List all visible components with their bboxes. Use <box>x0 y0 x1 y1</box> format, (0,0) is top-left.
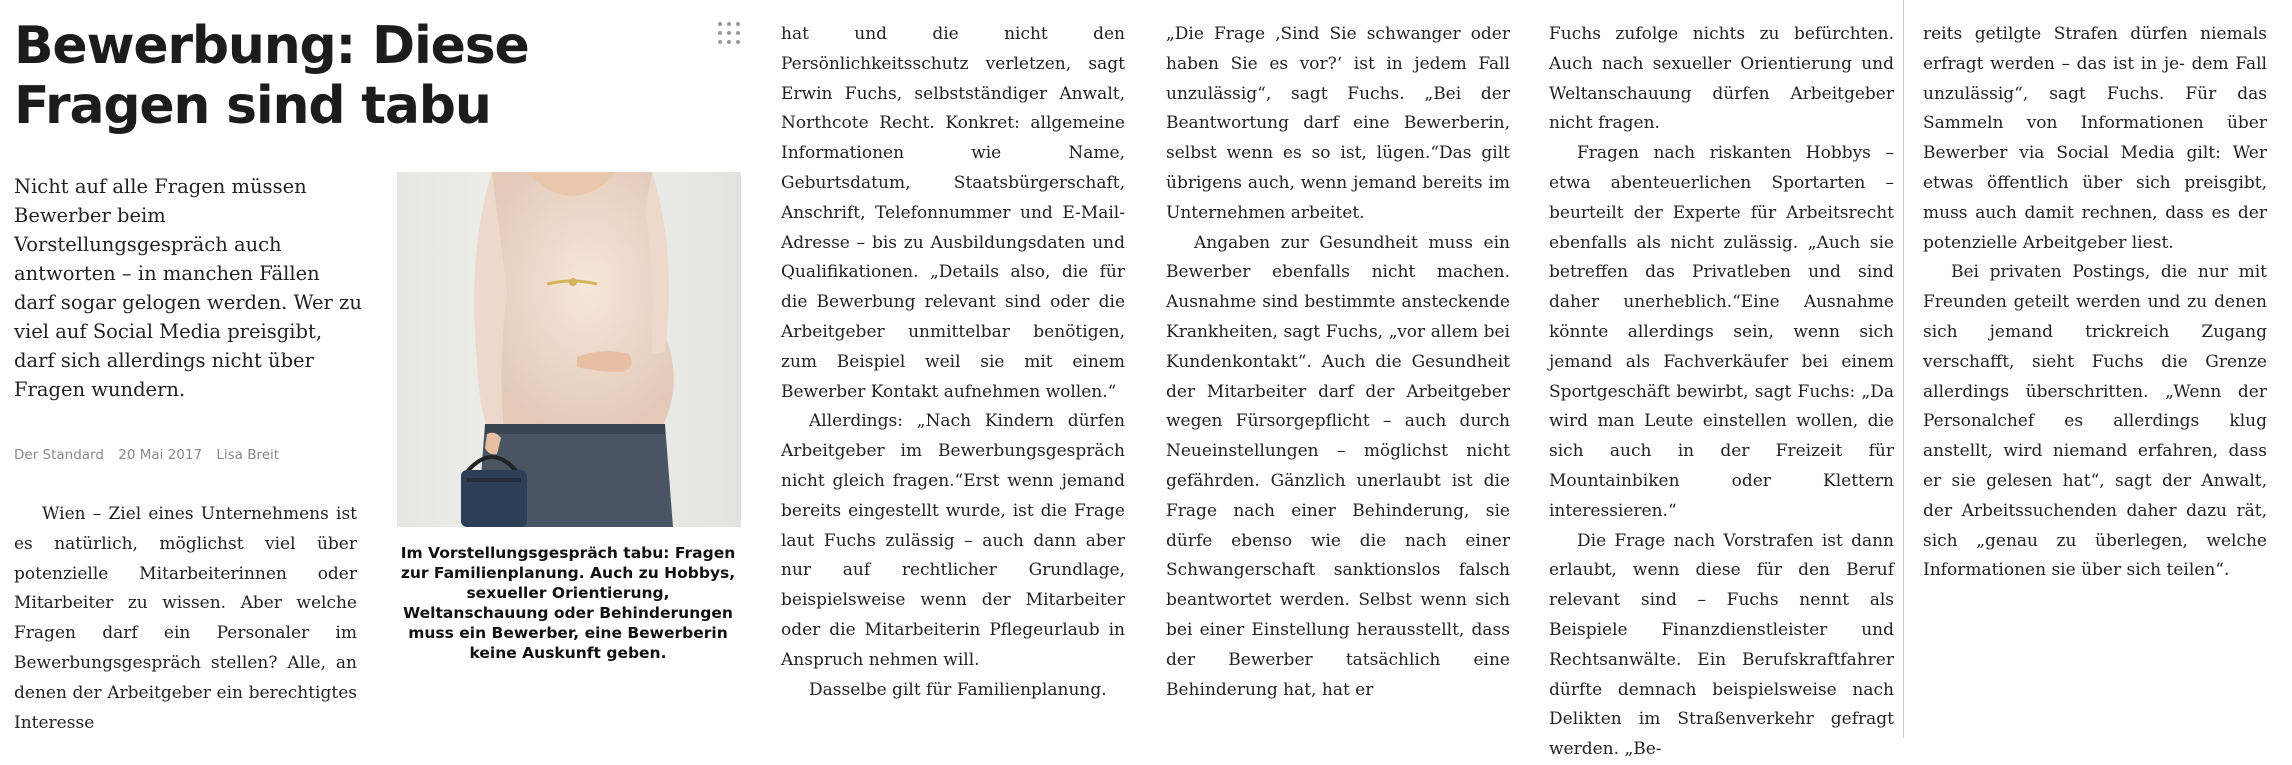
article-headline: Bewerbung: Diese Fragen sind tabu <box>14 16 529 136</box>
paragraph: reits getilgte Strafen dürfen niemals erfragt werden – das ist in je- dem Fall unzulässig“, sagt Fuchs. Für das Sammeln von Informationen über Bewerber via Social Media gilt: Wer etwas öffentlich über sich preisgibt, muss auch damit rechnen, dass es der potenzielle Arbeitgeber liest. <box>1923 24 2267 253</box>
paragraph: Angaben zur Gesundheit muss ein Bewerber ebenfalls nicht machen. Ausnahme sind bestimmte ansteckende Krankheiten, sagt Fuchs, „vor allem bei Kundenkontakt“. Auch die Gesundheit der Mitarbeiter darf der Arbeitgeber wegen Fürsorgepflicht – auch durch Neueinstellungen – möglichst nicht gefährden. Gänzlich unerlaubt ist die Frage nach einer Behinderung, sie dürfe ebenso wie die nach einer Schwangerschaft sanktionslos falsch beantwortet werden. Selbst wenn sich bei einer Einstellung herausstellt, dass der Bewerber tatsächlich eine Behinderung hat, hat er <box>1166 232 1510 700</box>
paragraph: „Die Frage ‚Sind Sie schwanger oder haben Sie es vor?‘ ist in jedem Fall unzulässig“, sagt Fuchs. „Bei der Beantwortung darf eine Bewerberin, selbst wenn es so ist, lügen.“Das gilt übrigens auch, wenn jemand bereits im Unternehmen arbeitet. <box>1166 24 1510 223</box>
article-photo <box>397 172 741 527</box>
article-column-3 <box>1166 20 1510 705</box>
paragraph: Fuchs zufolge nichts zu befürchten. Auch nach sexueller Orientierung und Weltanschauung dürfen Arbeitgeber nicht fragen. <box>1549 24 1894 134</box>
paragraph: Dasselbe gilt für Familienplanung. <box>809 679 1107 700</box>
article-column-4 <box>1549 20 1894 765</box>
paragraph: Die Frage nach Vorstrafen ist dann erlaubt, wenn diese für den Beruf relevant sind – Fuchs nennt als Beispiele Finanzdienstleister und Rechtsanwälte. Ein Berufskraftfahrer dürfte demnach beispielsweise nach Delikten im Straßenverkehr gefragt werden. „Be- <box>1549 530 1894 760</box>
paragraph: Bei privaten Postings, die nur mit Freunden geteilt werden und zu denen sich jemand trickreich Zugang verschafft, sieht Fuchs die Grenze allerdings überschritten. „Wenn der Personalchef es allerdings klug anstellt, wird niemand erfahren, dass er sie gelesen hat“, sagt der Anwalt, der Arbeitssuchenden daher dazu rät, sich „genau zu überlegen, welche Informationen sie über sich teilen“. <box>1923 262 2267 581</box>
column-divider <box>1903 0 1904 738</box>
article-meta <box>14 447 289 463</box>
article-column-5 <box>1923 20 2267 586</box>
photo-caption: Im Vorstellungsgespräch tabu: Fragen zur Familienplanung. Auch zu Hobbys, sexueller Orientierung, Weltanschauung oder Behinderungen muss ein Bewerber, eine Bewerberin keine Auskunft geben. <box>400 544 736 662</box>
paragraph: hat und die nicht den Persönlichkeitsschutz verletzen, sagt Erwin Fuchs, selbstständiger Anwalt, Northcote Recht. Konkret: allgemeine Informationen wie Name, Geburtsdatum, Staatsbürgerschaft, Anschrift, Telefonnummer und E-Mail-Adresse – bis zu Ausbildungsdaten und Qualifikationen. „Details also, die für die Bewerbung relevant sind oder die Arbeitgeber unmittelbar benötigen, zum Beispiel weil sie mit einem Bewerber Kontakt aufnehmen wollen.“ <box>781 24 1125 402</box>
article-source: Der Standard <box>14 447 104 463</box>
paragraph: Fragen nach riskanten Hobbys – etwa abenteuerlichen Sportarten – beurteilt der Experte für Arbeitsrecht ebenfalls als nicht zulässig. „Auch sie betreffen das Privatleben und sind daher unerheblich.“Eine Ausnahme könnte allerdings sein, wenn sich jemand als Fachverkäufer bei einem Sportgeschäft bewirbt, sagt Fuchs: „Da wird man Leute einstellen wollen, die sich auch in der Freizeit für Mountainbiken oder Klettern interessieren.“ <box>1549 143 1894 521</box>
paragraph: Wien – Ziel eines Unternehmens ist es natürlich, möglichst viel über potenzielle Mitarbeiterinnen oder Mitarbeiter zu wissen. Aber welche Fragen darf ein Personaler im Bewerbungsgespräch stellen? Alle, an denen der Arbeitgeber ein berechtigtes Interesse <box>14 504 357 733</box>
article-lead: Nicht auf alle Fragen müssen Bewerber beim Vorstellungsgespräch auch antworten – in manchen Fällen darf sogar gelogen werden. Wer zu viel auf Social Media preisgibt, darf sich allerdings nicht über Fragen wundern. <box>14 175 362 401</box>
article-column-1 <box>14 500 357 738</box>
drag-handle-icon[interactable] <box>716 20 742 46</box>
pregnant-woman-photo-icon <box>397 172 741 527</box>
article-column-2 <box>781 20 1125 705</box>
paragraph: Allerdings: „Nach Kindern dürfen Arbeitgeber im Bewerbungsgespräch nicht gleich fragen.“Erst wenn jemand bereits eingestellt wurde, ist die Frage laut Fuchs zulässig – auch dann aber nur auf rechtlicher Grundlage, beispielsweise wenn der Mitarbeiter oder die Mitarbeiterin Pflegeurlaub in Anspruch nehmen will. <box>781 411 1125 670</box>
article-author: Lisa Breit <box>216 447 280 463</box>
article-date: 20 Mai 2017 <box>118 447 203 463</box>
